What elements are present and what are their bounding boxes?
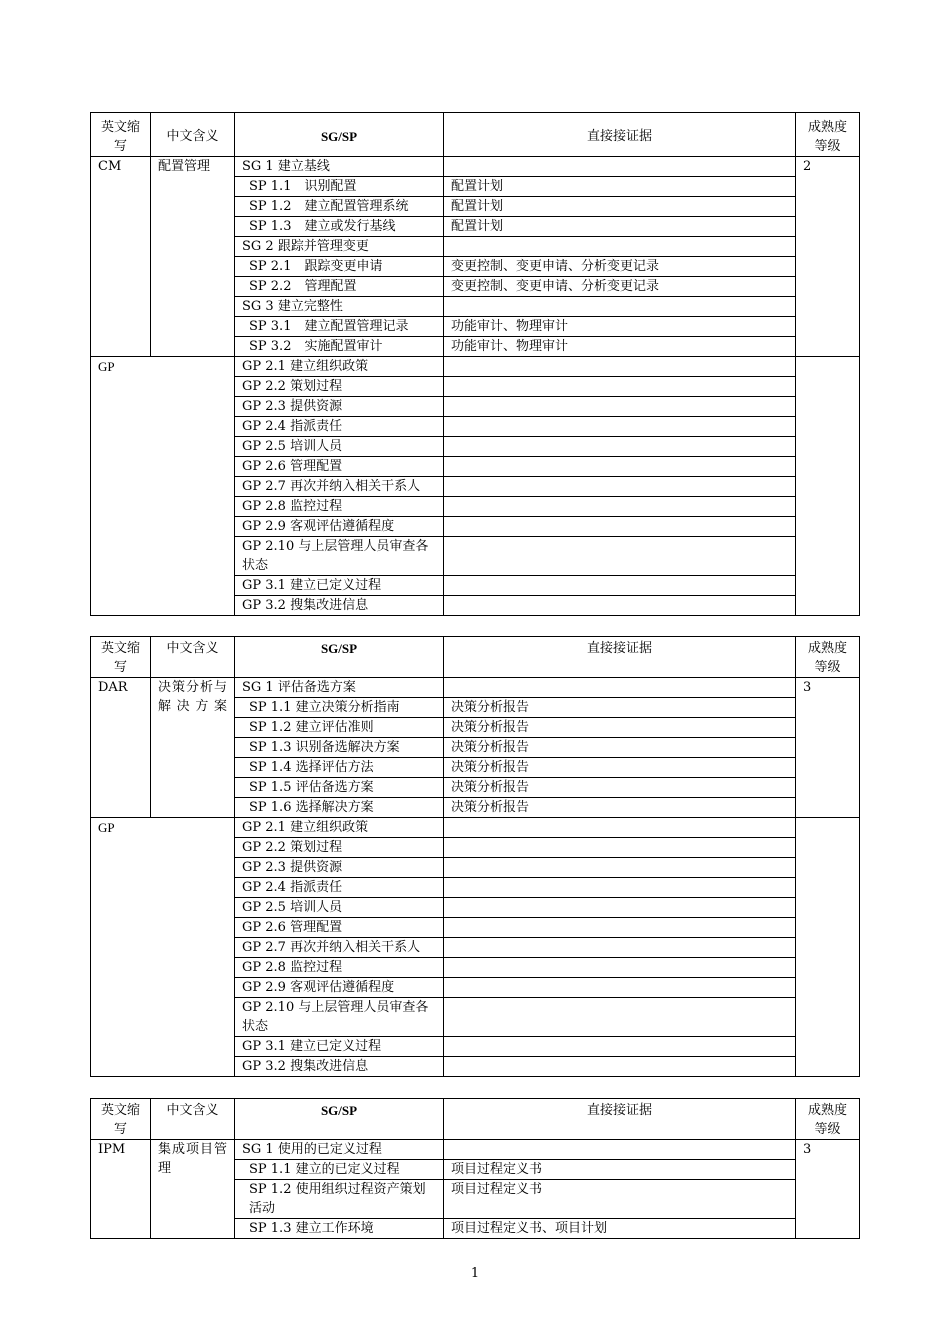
gp-item: GP 2.2 策划过程 — [235, 377, 444, 397]
gp-item: GP 2.4 指派责任 — [235, 417, 444, 437]
evidence-cell: 项目过程定义书、项目计划 — [444, 1219, 796, 1239]
evidence-cell: 决策分析报告 — [444, 738, 796, 758]
header-level: 成熟度等级 — [796, 637, 860, 678]
maturity-level-empty — [796, 357, 860, 616]
maturity-level: 3 — [796, 1140, 860, 1239]
evidence-cell — [444, 958, 796, 978]
gp-item: GP 2.6 管理配置 — [235, 457, 444, 477]
evidence-cell — [444, 397, 796, 417]
process-area-table-ipm — [90, 1098, 860, 1239]
pa-meaning: 配置管理 — [151, 157, 235, 357]
gp-item: GP 3.2 搜集改进信息 — [235, 596, 444, 616]
sp-item: SP 1.2 建立配置管理系统 — [235, 197, 444, 217]
sp-item: SP 2.1 跟踪变更申请 — [235, 257, 444, 277]
gp-item: GP 2.2 策划过程 — [235, 838, 444, 858]
evidence-cell: 决策分析报告 — [444, 758, 796, 778]
pa-meaning: 决策分析与解决方案 — [151, 678, 235, 818]
evidence-cell — [444, 377, 796, 397]
header-meaning: 中文含义 — [151, 1099, 235, 1140]
evidence-cell — [444, 596, 796, 616]
sp-item: SP 1.2 使用组织过程资产策划活动 — [235, 1180, 444, 1219]
evidence-cell — [444, 357, 796, 377]
evidence-cell — [444, 878, 796, 898]
evidence-cell: 功能审计、物理审计 — [444, 317, 796, 337]
gp-item: GP 2.8 监控过程 — [235, 497, 444, 517]
sg-item: SG 3 建立完整性 — [235, 297, 444, 317]
sp-item: SP 1.1 建立决策分析指南 — [235, 698, 444, 718]
evidence-cell — [444, 858, 796, 878]
gp-item: GP 2.5 培训人员 — [235, 898, 444, 918]
gp-item: GP 2.1 建立组织政策 — [235, 357, 444, 377]
sp-item: SP 2.2 管理配置 — [235, 277, 444, 297]
sp-item: SP 1.6 选择解决方案 — [235, 798, 444, 818]
sp-item: SP 3.2 实施配置审计 — [235, 337, 444, 357]
process-area-table-dar — [90, 636, 860, 1077]
evidence-cell — [444, 537, 796, 576]
gp-item: GP 2.4 指派责任 — [235, 878, 444, 898]
gp-item: GP 2.6 管理配置 — [235, 918, 444, 938]
gp-item: GP 2.5 培训人员 — [235, 437, 444, 457]
gp-abbr: GP — [91, 357, 235, 616]
evidence-cell — [444, 457, 796, 477]
evidence-cell — [444, 838, 796, 858]
evidence-cell — [444, 898, 796, 918]
evidence-cell — [444, 297, 796, 317]
evidence-cell: 功能审计、物理审计 — [444, 337, 796, 357]
evidence-cell — [444, 938, 796, 958]
header-sgsp: SG/SP — [235, 113, 444, 157]
evidence-cell: 变更控制、变更申请、分析变更记录 — [444, 277, 796, 297]
evidence-cell — [444, 998, 796, 1037]
gp-item: GP 2.9 客观评估遵循程度 — [235, 517, 444, 537]
header-sgsp: SG/SP — [235, 1099, 444, 1140]
header-evidence: 直接接证据 — [444, 1099, 796, 1140]
maturity-level-empty — [796, 818, 860, 1077]
sp-item: SP 1.2 建立评估准则 — [235, 718, 444, 738]
evidence-cell: 项目过程定义书 — [444, 1160, 796, 1180]
process-area-table-cm — [90, 112, 860, 616]
evidence-cell — [444, 576, 796, 596]
evidence-cell: 配置计划 — [444, 177, 796, 197]
sp-item: SP 3.1 建立配置管理记录 — [235, 317, 444, 337]
gp-item: GP 2.3 提供资源 — [235, 858, 444, 878]
sp-item: SP 1.3 建立或发行基线 — [235, 217, 444, 237]
pa-abbr: CM — [91, 157, 151, 357]
header-sgsp: SG/SP — [235, 637, 444, 678]
gp-item: GP 2.7 再次并纳入相关干系人 — [235, 477, 444, 497]
sg-item: SG 1 评估备选方案 — [235, 678, 444, 698]
sp-item: SP 1.5 评估备选方案 — [235, 778, 444, 798]
sg-item: SG 2 跟踪并管理变更 — [235, 237, 444, 257]
evidence-cell: 配置计划 — [444, 217, 796, 237]
header-evidence: 直接接证据 — [444, 637, 796, 678]
evidence-cell — [444, 918, 796, 938]
evidence-cell — [444, 237, 796, 257]
evidence-cell: 决策分析报告 — [444, 798, 796, 818]
sg-item: SG 1 建立基线 — [235, 157, 444, 177]
sp-item: SP 1.1 建立的已定义过程 — [235, 1160, 444, 1180]
header-meaning: 中文含义 — [151, 113, 235, 157]
gp-item: GP 2.1 建立组织政策 — [235, 818, 444, 838]
gp-item: GP 3.1 建立已定义过程 — [235, 1037, 444, 1057]
evidence-cell: 变更控制、变更申请、分析变更记录 — [444, 257, 796, 277]
gp-item: GP 2.3 提供资源 — [235, 397, 444, 417]
evidence-cell — [444, 437, 796, 457]
sp-item: SP 1.3 建立工作环境 — [235, 1219, 444, 1239]
evidence-cell: 配置计划 — [444, 197, 796, 217]
maturity-level: 3 — [796, 678, 860, 818]
evidence-cell — [444, 157, 796, 177]
evidence-cell — [444, 678, 796, 698]
evidence-cell: 决策分析报告 — [444, 698, 796, 718]
gp-item: GP 2.10 与上层管理人员审查各状态 — [235, 537, 444, 576]
evidence-cell — [444, 818, 796, 838]
evidence-cell — [444, 497, 796, 517]
evidence-cell: 决策分析报告 — [444, 778, 796, 798]
header-abbr: 英文缩写 — [91, 113, 151, 157]
header-meaning: 中文含义 — [151, 637, 235, 678]
sp-item: SP 1.4 选择评估方法 — [235, 758, 444, 778]
header-evidence: 直接接证据 — [444, 113, 796, 157]
header-level: 成熟度等级 — [796, 113, 860, 157]
evidence-cell — [444, 1057, 796, 1077]
sp-item: SP 1.3 识别备选解决方案 — [235, 738, 444, 758]
maturity-level: 2 — [796, 157, 860, 357]
gp-item: GP 2.10 与上层管理人员审查各状态 — [235, 998, 444, 1037]
header-abbr: 英文缩写 — [91, 1099, 151, 1140]
gp-item: GP 2.7 再次并纳入相关干系人 — [235, 938, 444, 958]
evidence-cell — [444, 517, 796, 537]
evidence-cell: 项目过程定义书 — [444, 1180, 796, 1219]
evidence-cell — [444, 477, 796, 497]
gp-abbr: GP — [91, 818, 235, 1077]
gp-item: GP 3.2 搜集改进信息 — [235, 1057, 444, 1077]
header-abbr: 英文缩写 — [91, 637, 151, 678]
pa-abbr: DAR — [91, 678, 151, 818]
evidence-cell: 决策分析报告 — [444, 718, 796, 738]
pa-meaning: 集成项目管理 — [151, 1140, 235, 1239]
sg-item: SG 1 使用的已定义过程 — [235, 1140, 444, 1160]
sp-item: SP 1.1 识别配置 — [235, 177, 444, 197]
header-level: 成熟度等级 — [796, 1099, 860, 1140]
evidence-cell — [444, 417, 796, 437]
page-number: 1 — [470, 1266, 480, 1281]
evidence-cell — [444, 1037, 796, 1057]
evidence-cell — [444, 1140, 796, 1160]
gp-item: GP 2.8 监控过程 — [235, 958, 444, 978]
gp-item: GP 3.1 建立已定义过程 — [235, 576, 444, 596]
pa-abbr: IPM — [91, 1140, 151, 1239]
gp-item: GP 2.9 客观评估遵循程度 — [235, 978, 444, 998]
evidence-cell — [444, 978, 796, 998]
